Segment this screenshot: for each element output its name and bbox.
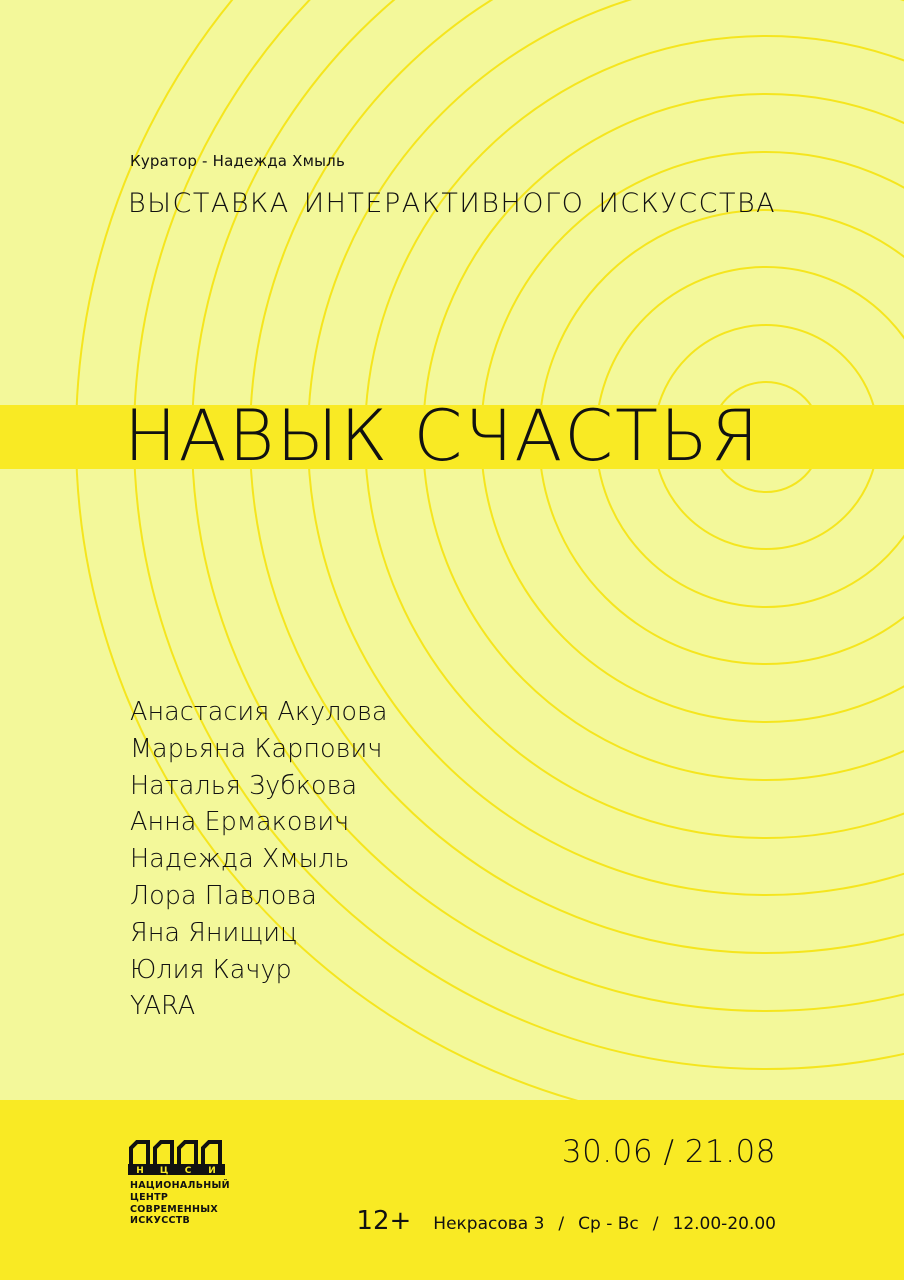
exhibition-title: НАВЫК СЧАСТЬЯ xyxy=(124,395,761,477)
open-hours: 12.00-20.00 xyxy=(672,1214,776,1234)
logo-line: ИСКУССТВ xyxy=(130,1215,191,1227)
separator: / xyxy=(558,1214,565,1234)
artist-name: Надежда Хмыль xyxy=(130,844,350,875)
artist-name: Анастасия Акулова xyxy=(130,697,388,727)
ncsi-logo-mark xyxy=(128,1138,228,1176)
logo-letter: С xyxy=(184,1166,192,1176)
open-days: Ср - Вс xyxy=(578,1214,639,1234)
logo-line: НАЦИОНАЛЬНЫЙ xyxy=(130,1180,230,1191)
separator: / xyxy=(652,1214,659,1234)
logo-wordmark xyxy=(130,1180,230,1227)
logo-letter: И xyxy=(208,1166,216,1176)
logo-line: ЦЕНТР xyxy=(130,1191,169,1203)
venue-info xyxy=(356,1206,776,1236)
artist-name: Анна Ермакович xyxy=(130,807,350,838)
artist-name: Юлия Качур xyxy=(130,954,292,985)
artist-name: Лора Павлова xyxy=(130,880,317,911)
artist-name: Яна Янищиц xyxy=(130,917,298,948)
logo-line: СОВРЕМЕННЫХ xyxy=(130,1203,219,1215)
artist-name: YARA xyxy=(130,991,196,1022)
venue-address: Некрасова 3 xyxy=(433,1214,545,1234)
age-rating: 12+ xyxy=(356,1206,412,1236)
logo-letter: Н xyxy=(136,1166,144,1176)
curator-label: Куратор - Надежда Хмыль xyxy=(130,152,346,170)
exhibition-subtitle: ВЫСТАВКА ИНТЕРАКТИВНОГО ИСКУССТВА xyxy=(128,188,777,219)
exhibition-dates: 30.06 / 21.08 xyxy=(561,1134,776,1170)
logo-letter: Ц xyxy=(159,1166,169,1176)
artist-name: Марьяна Карпович xyxy=(130,733,383,764)
artist-name: Наталья Зубкова xyxy=(130,770,358,801)
ncsi-logo xyxy=(128,1138,238,1238)
artist-list xyxy=(130,694,388,1025)
